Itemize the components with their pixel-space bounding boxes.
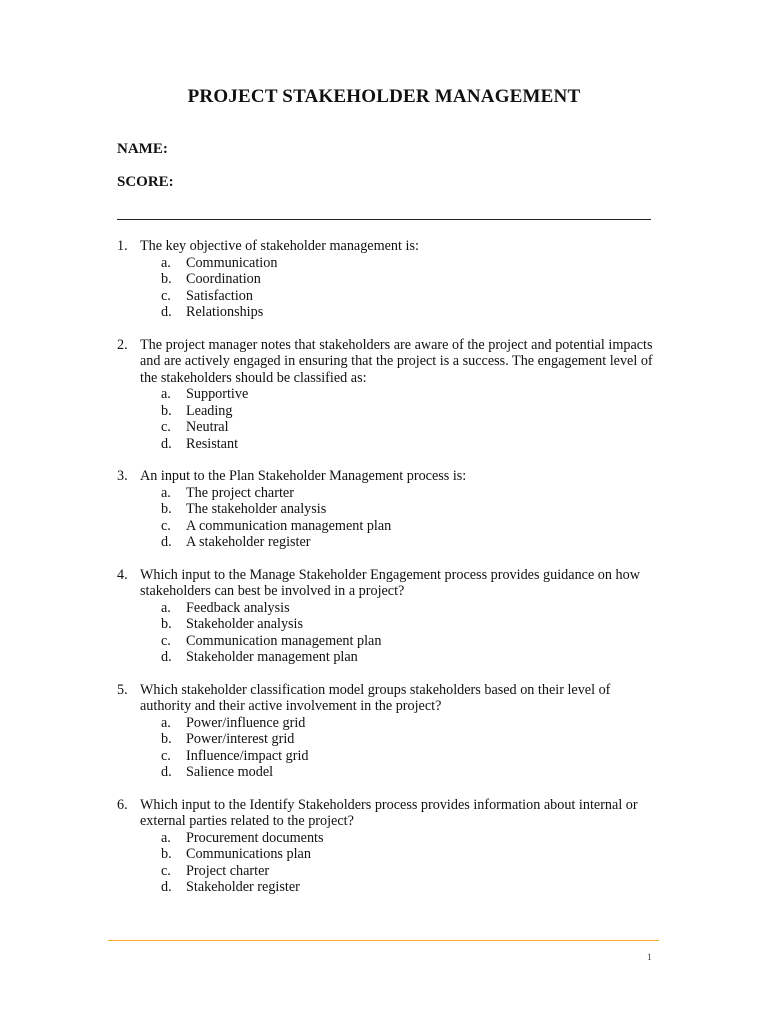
page-number: 1 bbox=[647, 952, 652, 962]
option-letter: d. bbox=[161, 435, 172, 452]
answer-options bbox=[140, 600, 657, 666]
option-text: Power/interest grid bbox=[186, 731, 295, 747]
option-text: The project charter bbox=[186, 484, 294, 501]
question-number: 1. bbox=[117, 238, 128, 254]
option-letter: d. bbox=[161, 879, 172, 895]
answer-option bbox=[140, 649, 657, 666]
answer-option bbox=[140, 846, 657, 863]
answer-option bbox=[140, 715, 657, 732]
option-letter: a. bbox=[161, 386, 171, 402]
answer-options bbox=[140, 830, 657, 896]
question-3 bbox=[117, 468, 657, 551]
answer-option bbox=[140, 633, 657, 650]
option-letter: d. bbox=[161, 534, 172, 550]
option-text: Resistant bbox=[186, 435, 239, 452]
option-text: A communication management plan bbox=[186, 517, 392, 534]
option-letter: a. bbox=[161, 714, 171, 731]
option-text: Communications plan bbox=[186, 846, 311, 862]
option-letter: c. bbox=[161, 517, 171, 534]
answer-option bbox=[140, 419, 657, 436]
answer-option bbox=[140, 288, 657, 305]
answer-option bbox=[140, 271, 657, 288]
option-letter: b. bbox=[161, 846, 172, 862]
answer-option bbox=[140, 501, 657, 518]
option-letter: c. bbox=[161, 632, 171, 649]
question-number: 6. bbox=[117, 796, 128, 813]
option-text: Satisfaction bbox=[186, 287, 253, 304]
option-letter: a. bbox=[161, 829, 171, 846]
option-text: Power/influence grid bbox=[186, 714, 306, 731]
document-title: PROJECT STAKEHOLDER MANAGEMENT bbox=[187, 86, 581, 107]
header-divider bbox=[117, 219, 651, 220]
answer-option bbox=[140, 403, 657, 420]
answer-option bbox=[140, 748, 657, 765]
option-letter: c. bbox=[161, 419, 171, 435]
question-text: The project manager notes that stakeholders are aware of the project and potential impacts and are actively engaged in ensuring that the project is a success. The engagement level of the stakeholders should be classified as: bbox=[140, 336, 653, 386]
option-letter: b. bbox=[161, 402, 172, 419]
question-text: The key objective of stakeholder management is: bbox=[140, 238, 419, 254]
option-text: Salience model bbox=[186, 764, 274, 780]
question-1 bbox=[117, 238, 657, 321]
answer-option bbox=[140, 600, 657, 617]
option-letter: b. bbox=[161, 271, 172, 287]
option-text: Stakeholder management plan bbox=[186, 649, 358, 665]
option-letter: a. bbox=[161, 599, 171, 616]
name-label: NAME: bbox=[117, 141, 168, 157]
answer-option bbox=[140, 764, 657, 781]
option-text: A stakeholder register bbox=[186, 534, 311, 550]
answer-option bbox=[140, 386, 657, 403]
answer-option bbox=[140, 518, 657, 535]
question-number: 5. bbox=[117, 681, 128, 698]
option-letter: a. bbox=[161, 484, 171, 501]
question-text: Which input to the Manage Stakeholder Engagement process provides guidance on how stakeholders can best be involved in a project? bbox=[140, 566, 640, 599]
question-number: 4. bbox=[117, 566, 128, 583]
option-text: Coordination bbox=[186, 271, 261, 287]
option-text: Procurement documents bbox=[186, 829, 324, 846]
option-letter: d. bbox=[161, 764, 172, 780]
answer-option bbox=[140, 830, 657, 847]
answer-option bbox=[140, 255, 657, 272]
option-text: Relationships bbox=[186, 304, 264, 320]
option-letter: d. bbox=[161, 304, 172, 320]
option-text: Project charter bbox=[186, 862, 270, 879]
option-text: Stakeholder register bbox=[186, 879, 300, 895]
option-text: Influence/impact grid bbox=[186, 747, 309, 764]
question-text: Which stakeholder classification model groups stakeholders based on their level of authority and their active involvement in the project? bbox=[140, 681, 611, 714]
option-letter: b. bbox=[161, 731, 172, 747]
question-number: 3. bbox=[117, 468, 128, 484]
question-2 bbox=[117, 337, 657, 453]
answer-option bbox=[140, 731, 657, 748]
option-letter: d. bbox=[161, 649, 172, 665]
score-label: SCORE: bbox=[117, 174, 174, 190]
option-text: Leading bbox=[186, 402, 233, 419]
question-6 bbox=[117, 797, 657, 896]
answer-options bbox=[140, 485, 657, 551]
answer-option bbox=[140, 534, 657, 551]
answer-option bbox=[140, 304, 657, 321]
answer-option bbox=[140, 616, 657, 633]
answer-options bbox=[140, 715, 657, 781]
answer-options bbox=[140, 386, 657, 452]
question-5 bbox=[117, 682, 657, 781]
option-letter: c. bbox=[161, 287, 171, 304]
footer-divider bbox=[108, 940, 659, 941]
option-text: Communication bbox=[186, 254, 278, 271]
option-letter: c. bbox=[161, 747, 171, 764]
question-number: 2. bbox=[117, 336, 128, 353]
option-text: Feedback analysis bbox=[186, 599, 290, 616]
option-letter: b. bbox=[161, 616, 172, 632]
answer-options bbox=[140, 255, 657, 321]
question-list bbox=[117, 238, 657, 912]
option-text: Supportive bbox=[186, 386, 249, 402]
option-text: Communication management plan bbox=[186, 632, 382, 649]
answer-option bbox=[140, 436, 657, 453]
answer-option bbox=[140, 863, 657, 880]
option-letter: a. bbox=[161, 254, 171, 271]
option-text: The stakeholder analysis bbox=[186, 501, 327, 517]
option-letter: c. bbox=[161, 862, 171, 879]
question-text: An input to the Plan Stakeholder Management process is: bbox=[140, 468, 467, 484]
option-letter: b. bbox=[161, 501, 172, 517]
option-text: Stakeholder analysis bbox=[186, 616, 304, 632]
question-4 bbox=[117, 567, 657, 666]
question-text: Which input to the Identify Stakeholders process provides information about internal or external parties related to the project? bbox=[140, 796, 638, 829]
option-text: Neutral bbox=[186, 419, 229, 435]
answer-option bbox=[140, 485, 657, 502]
answer-option bbox=[140, 879, 657, 896]
